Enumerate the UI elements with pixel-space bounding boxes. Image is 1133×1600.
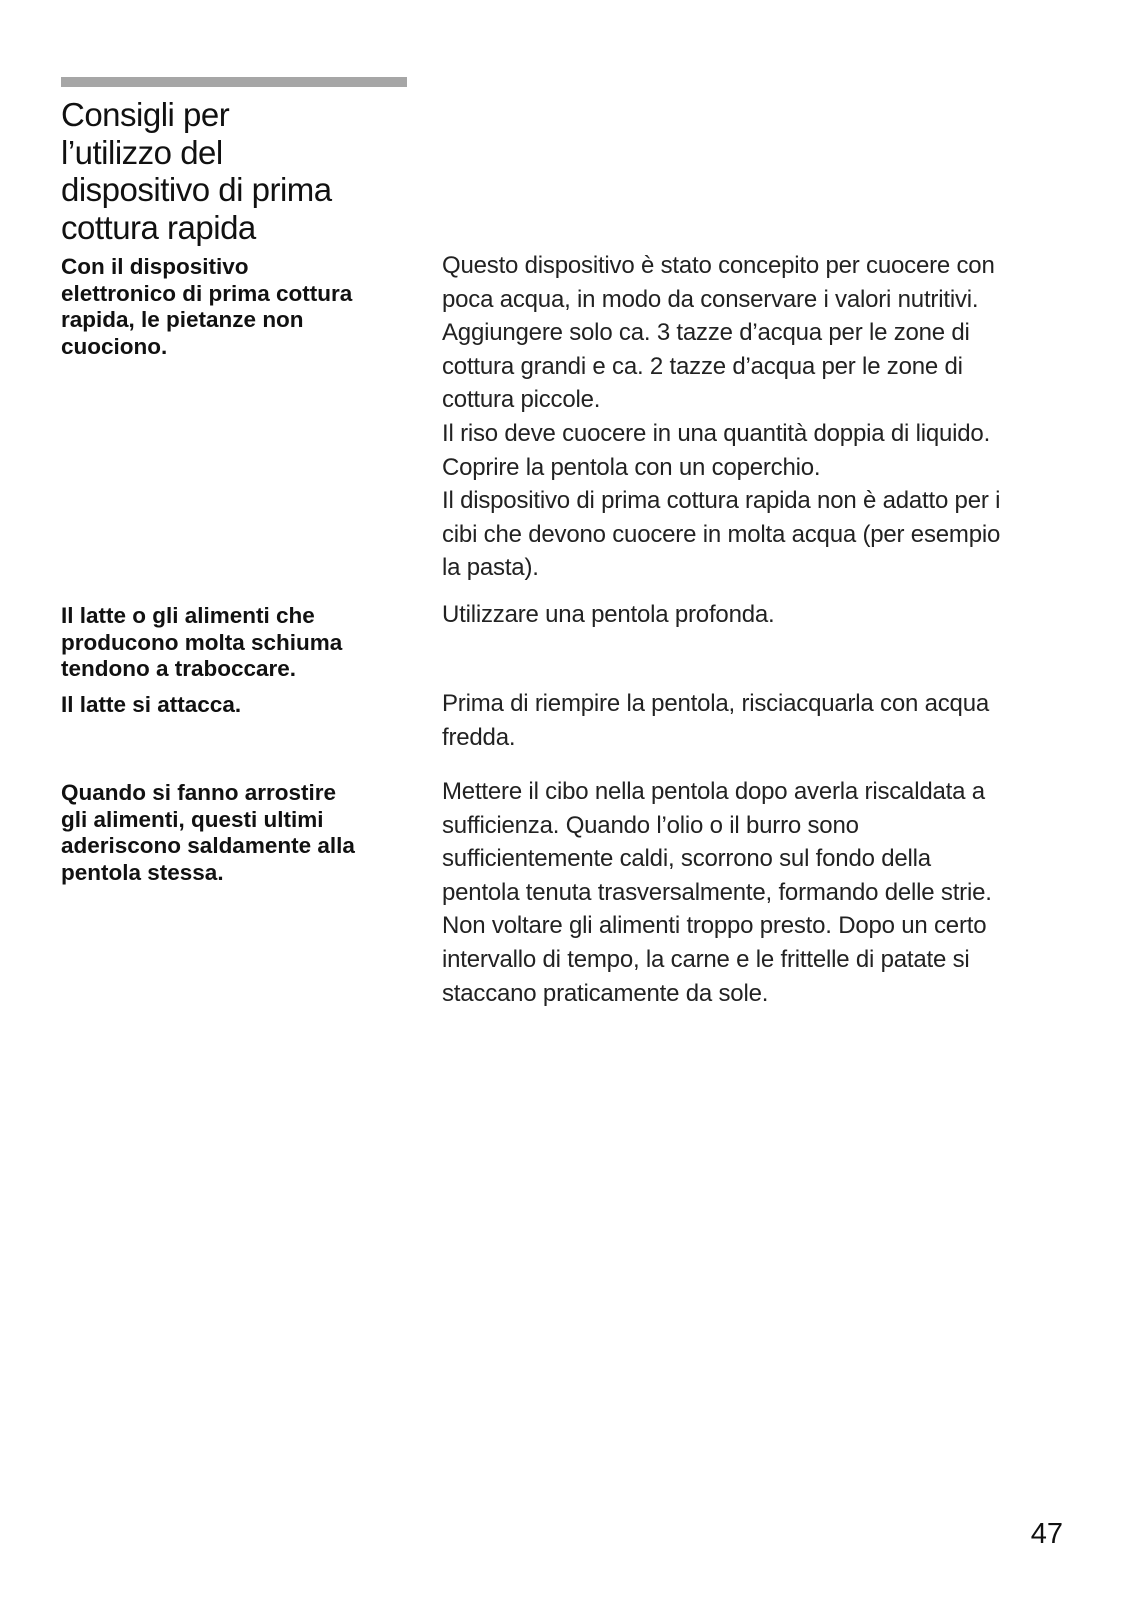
solution-text-1: Questo dispositivo è stato concepito per cuocere con poca acqua, in modo da conservare i valori nutritivi. Aggiungere solo ca. 3 tazze d’acqua per le zone di cottura grandi e ca. 2 tazze d’acqua per le zone di cottura piccole. Il riso deve cuocere in una quantità doppia di liquido. Coprire la pentola con un coperchio. Il dispositivo di prima cottura rapida non è adatto per i cibi che devono cuocere in molta acqua (per esempio la pasta). [442, 252, 1001, 582]
solution-text-2: Utilizzare una pentola profonda. [442, 601, 775, 628]
problem-text-1: Con il dispositivo elettronico di prima cottura rapida, le pietanze non cuociono. [61, 254, 353, 359]
problem-text-2: Il latte o gli alimenti che producono molta schiuma tendono a traboccare. [61, 603, 343, 681]
problem-text-3: Il latte si attacca. [61, 692, 242, 717]
page-title: Consigli per l’utilizzo del dispositivo di prima cottura rapida [61, 96, 332, 246]
solution-text-3: Prima di riempire la pentola, risciacquarla con acqua fredda. [442, 690, 990, 751]
problem-text-4: Quando si fanno arrostire gli alimenti, questi ultimi aderiscono saldamente alla pentola stessa. [61, 780, 355, 885]
section-divider-bar [61, 77, 407, 87]
solution-text-4: Mettere il cibo nella pentola dopo averla riscaldata a sufficienza. Quando l’olio o il burro sono sufficientemente caldi, scorrono sul fondo della pentola tenuta trasversalmente, formando delle strie. Non voltare gli alimenti troppo presto. Dopo un certo intervallo di tempo, la carne e le frittelle di patate si staccano praticamente da sole. [442, 778, 992, 1007]
page-number: 47 [1030, 1518, 1063, 1550]
